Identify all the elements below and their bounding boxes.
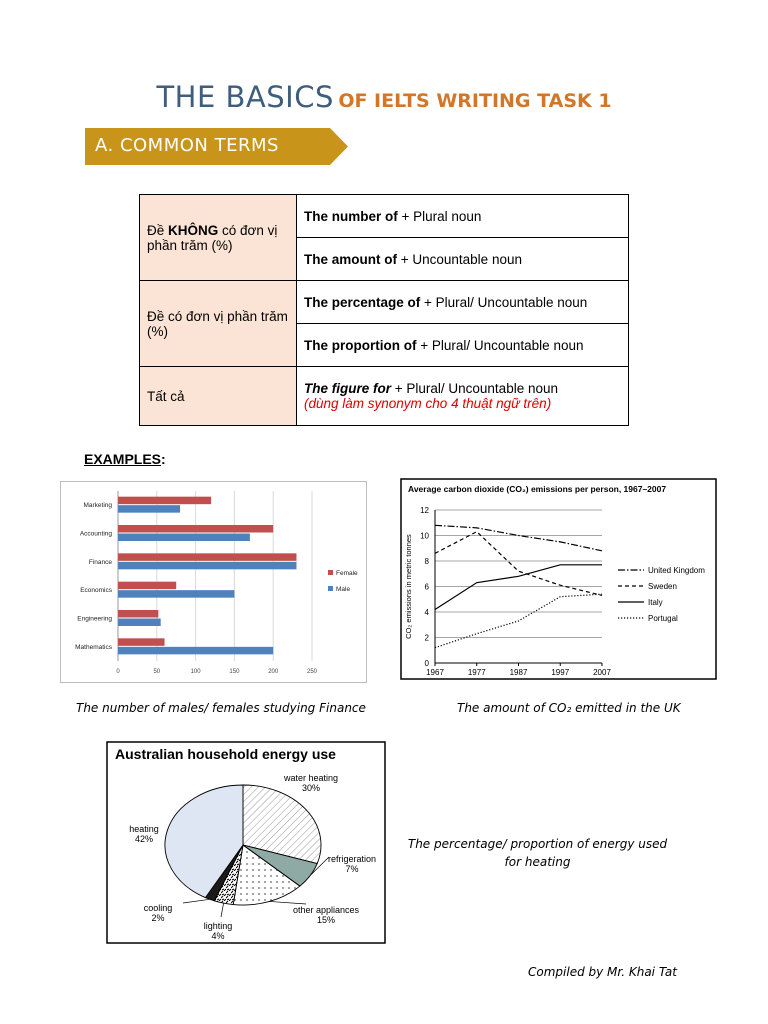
line-y-tick-label: 12 bbox=[420, 506, 429, 515]
legend-label-male: Male bbox=[336, 586, 351, 593]
bar-category-label: Marketing bbox=[83, 502, 112, 510]
title-subtitle: OF IELTS WRITING TASK 1 bbox=[338, 90, 612, 112]
line-x-tick-label: 1967 bbox=[426, 668, 444, 677]
caption-line-chart: The amount of CO₂ emitted in the UK bbox=[457, 701, 681, 715]
terms-cell-all: Tất cả bbox=[140, 367, 297, 426]
bar-category-label: Engineering bbox=[77, 615, 112, 623]
bar-female bbox=[118, 525, 273, 533]
examples-label: EXAMPLES bbox=[84, 451, 162, 467]
bar-x-tick-label: 150 bbox=[229, 669, 240, 675]
bar-x-tick-label: 200 bbox=[268, 669, 279, 675]
pie-label: refrigeration bbox=[327, 854, 377, 864]
pie-chart-title: Australian household energy use bbox=[115, 746, 336, 762]
line-y-tick-label: 2 bbox=[424, 633, 429, 643]
pie-label: cooling bbox=[143, 903, 173, 913]
pie-percent-label: 30% bbox=[301, 783, 321, 793]
pie-label: water heating bbox=[283, 773, 339, 783]
pie-label: other appliances bbox=[292, 905, 360, 915]
line-y-tick-label: 10 bbox=[420, 531, 429, 541]
term-rest: + Plural/ Uncountable noun bbox=[420, 294, 588, 310]
bar-male bbox=[118, 562, 296, 570]
term-percentage-of bbox=[297, 281, 629, 324]
line-chart bbox=[400, 478, 717, 680]
caption-pie-chart: The percentage/ proportion of energy used for heating bbox=[407, 837, 668, 869]
term-bold: The proportion of bbox=[304, 337, 417, 353]
term-proportion-of bbox=[297, 324, 629, 367]
terms-table bbox=[139, 194, 629, 426]
line-x-tick-label: 2007 bbox=[593, 668, 611, 677]
bar-male bbox=[118, 619, 161, 627]
line-x-tick-label: 1987 bbox=[509, 668, 528, 677]
bar-female bbox=[118, 553, 296, 561]
pie-percent-label: 2% bbox=[151, 913, 165, 923]
bar-x-tick-label: 100 bbox=[190, 669, 201, 675]
line-legend-label: Portugal bbox=[648, 614, 678, 623]
pie-percent-label: 7% bbox=[345, 864, 359, 874]
pie-percent-label: 15% bbox=[316, 915, 336, 925]
legend-swatch-female bbox=[328, 570, 333, 575]
bar-x-tick-label: 250 bbox=[306, 669, 318, 675]
terms-cell-no-percent bbox=[140, 195, 297, 281]
term-bold: The amount of bbox=[304, 251, 397, 267]
legend-label-female: Female bbox=[336, 570, 358, 577]
bar-male bbox=[118, 505, 180, 513]
terms-cell-percent: Đề có đơn vị phần trăm (%) bbox=[140, 281, 297, 367]
pie-percent-label: 42% bbox=[134, 834, 154, 844]
cell-text: có đơn vị phần trăm (%) bbox=[147, 222, 278, 253]
line-y-tick-label: 4 bbox=[424, 608, 429, 617]
examples-colon: : bbox=[161, 451, 166, 467]
caption-bar-chart: The number of males/ females studying Finance bbox=[76, 701, 366, 715]
line-chart-frame bbox=[401, 479, 716, 679]
line-x-tick-label: 1977 bbox=[467, 668, 486, 677]
line-x-tick-label: 1997 bbox=[551, 668, 570, 677]
section-banner bbox=[85, 128, 348, 165]
bar-female bbox=[118, 582, 176, 590]
term-bold: The number of bbox=[304, 208, 398, 224]
bar-x-tick-label: 0 bbox=[116, 669, 120, 675]
line-y-axis-label: CO₂ emissions in metric tonnes bbox=[404, 534, 413, 639]
line-legend-label: United Kingdom bbox=[648, 566, 705, 575]
bar-male bbox=[118, 647, 273, 655]
line-y-tick-label: 8 bbox=[424, 557, 429, 566]
line-legend-label: Sweden bbox=[648, 582, 677, 591]
term-bold: The percentage of bbox=[304, 294, 421, 310]
term-rest: + Plural/ Uncountable noun bbox=[391, 381, 558, 396]
term-figure-for bbox=[297, 367, 629, 426]
pie-chart bbox=[106, 741, 386, 944]
bar-category-label: Mathematics bbox=[75, 643, 112, 651]
pie-label: heating bbox=[129, 824, 159, 834]
bar-male bbox=[118, 590, 234, 598]
term-note: (dùng làm synonym cho 4 thuật ngữ trên) bbox=[304, 396, 552, 411]
pie-percent-label: 4% bbox=[211, 931, 225, 941]
cell-text: Đề bbox=[147, 222, 169, 238]
bar-male bbox=[118, 534, 250, 542]
term-bold: The figure for bbox=[304, 381, 391, 396]
term-rest: + Plural noun bbox=[397, 208, 482, 224]
term-number-of bbox=[297, 195, 629, 238]
page-title bbox=[0, 80, 768, 114]
bar-category-label: Accounting bbox=[79, 530, 112, 538]
pie-label: lighting bbox=[203, 921, 233, 931]
examples-heading bbox=[84, 451, 166, 467]
term-rest: + Plural/ Uncountable noun bbox=[416, 337, 584, 353]
bar-female bbox=[118, 610, 158, 618]
compiled-by: Compiled by Mr. Khai Tat bbox=[528, 965, 677, 979]
term-rest: + Uncountable noun bbox=[397, 251, 522, 267]
bar-female bbox=[118, 497, 211, 505]
bar-category-label: Economics bbox=[80, 587, 112, 595]
line-y-tick-label: 0 bbox=[424, 659, 429, 668]
section-title: A. COMMON TERMS bbox=[95, 135, 279, 156]
term-amount-of bbox=[297, 238, 629, 281]
bar-female bbox=[118, 638, 165, 646]
line-y-tick-label: 6 bbox=[424, 582, 429, 592]
title-main: THE BASICS bbox=[156, 80, 334, 114]
cell-text-bold: KHÔNG bbox=[168, 222, 219, 238]
bar-chart bbox=[60, 481, 367, 683]
bar-category-label: Finance bbox=[88, 558, 112, 566]
line-legend-label: Italy bbox=[648, 598, 663, 607]
line-chart-title: Average carbon dioxide (CO₂) emissions per person, 1967–2007 bbox=[408, 484, 667, 494]
bar-x-tick-label: 50 bbox=[153, 669, 161, 675]
legend-swatch-male bbox=[328, 586, 333, 591]
